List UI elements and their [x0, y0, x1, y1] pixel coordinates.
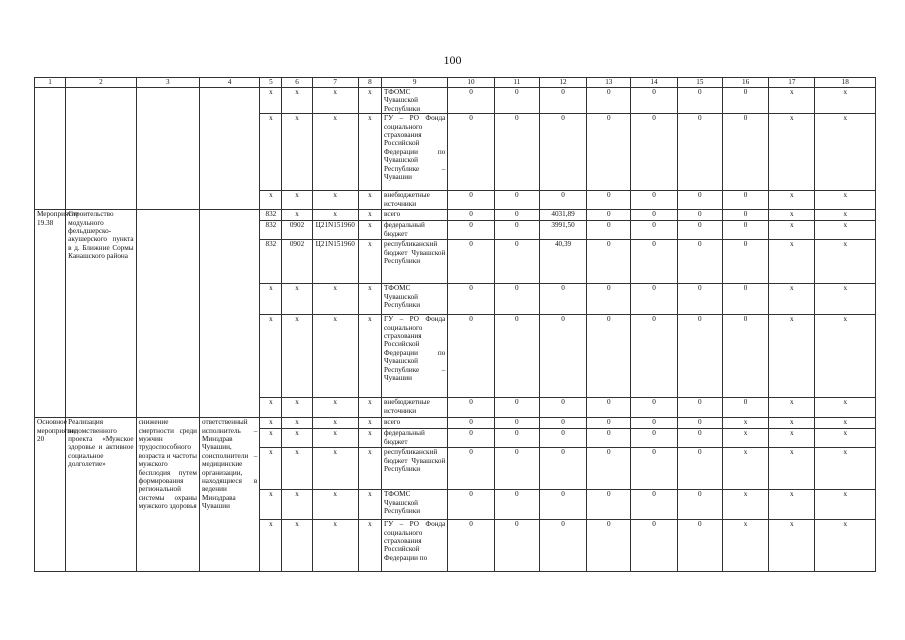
table-cell: х	[722, 418, 768, 429]
table-cell: 0	[722, 210, 768, 221]
table-cell: 832	[260, 210, 282, 221]
table-cell: 0	[448, 520, 494, 572]
table-cell: х	[722, 490, 768, 520]
table-cell: х	[769, 429, 815, 448]
table-cell: 0	[677, 490, 722, 520]
table-cell: 0	[587, 221, 631, 240]
table-cell: х	[312, 448, 358, 490]
table-cell: х	[769, 191, 815, 210]
header-cell: 10	[448, 78, 494, 88]
table-cell: 0	[587, 315, 631, 398]
table-cell: 0	[539, 191, 586, 210]
table-cell: 0	[494, 88, 539, 114]
table-cell: 0	[722, 315, 768, 398]
table-cell: х	[358, 221, 381, 240]
table-cell	[199, 88, 259, 210]
measure-label-cell: Мероприятие 19.38	[35, 210, 66, 418]
table-cell: 0	[587, 284, 631, 315]
table-cell: 0	[494, 418, 539, 429]
table-cell: 0	[494, 429, 539, 448]
header-cell: 12	[539, 78, 586, 88]
table-cell: х	[282, 398, 312, 418]
table-cell: 0	[722, 191, 768, 210]
table-cell: 0	[631, 221, 677, 240]
table-cell: 0	[722, 114, 768, 191]
source-cell: внебюджетные источники	[381, 191, 447, 210]
table-cell: х	[769, 88, 815, 114]
table-cell: х	[260, 398, 282, 418]
table-cell: х	[312, 114, 358, 191]
table-cell: х	[815, 221, 876, 240]
table-cell: х	[260, 315, 282, 398]
table-cell: 0	[677, 520, 722, 572]
table-cell: 0	[494, 315, 539, 398]
table-cell: 0	[448, 221, 494, 240]
table-cell: Ц21N151960	[312, 221, 358, 240]
table-cell: 0	[539, 398, 586, 418]
table-cell: 0	[587, 520, 631, 572]
table-cell: 0	[722, 221, 768, 240]
table-cell: х	[312, 191, 358, 210]
table-cell: 0	[448, 490, 494, 520]
table-row	[35, 210, 876, 221]
table-cell: х	[282, 114, 312, 191]
table-cell: 0	[539, 114, 586, 191]
table-cell: 0	[539, 284, 586, 315]
table-cell: х	[769, 448, 815, 490]
table-cell: 0	[677, 114, 722, 191]
table-cell: 0	[448, 191, 494, 210]
measure-name-cell: Строительство модульного фельдшерско-акушерского пункта в д. Ближние Сормы Канашского района	[66, 210, 136, 418]
table-cell: х	[260, 490, 282, 520]
table-cell: 0	[631, 418, 677, 429]
page-number: 100	[443, 53, 462, 67]
table-cell: х	[358, 490, 381, 520]
executors-cell: ответственный исполнитель – Минздрав Чувашии, соисполнители – медицинские организации, находящиеся в ведении Минздрава Чувашии	[199, 418, 259, 572]
table-cell: 0	[587, 398, 631, 418]
table-cell: х	[282, 448, 312, 490]
table-cell: х	[358, 210, 381, 221]
table-cell: 0	[722, 88, 768, 114]
table-cell	[136, 210, 199, 418]
table-cell: х	[769, 398, 815, 418]
table-row	[35, 418, 876, 429]
table-cell: х	[769, 315, 815, 398]
table-cell: 0	[448, 315, 494, 398]
source-cell: всего	[381, 418, 447, 429]
table-cell: х	[282, 88, 312, 114]
header-cell: 4	[199, 78, 259, 88]
table-cell: 0	[448, 398, 494, 418]
table-cell: 0	[677, 221, 722, 240]
table-cell: 0	[494, 398, 539, 418]
table-cell: 0	[494, 284, 539, 315]
table-cell: х	[815, 191, 876, 210]
table-cell: х	[358, 191, 381, 210]
table-cell: 0	[631, 490, 677, 520]
table-cell: 0	[677, 398, 722, 418]
amount-cell: 4031,89	[539, 210, 586, 221]
table-cell: 0	[448, 284, 494, 315]
table-cell: 0	[587, 418, 631, 429]
table-cell: 0	[494, 221, 539, 240]
source-cell: ТФОМС Чувашской Республики	[381, 284, 447, 315]
table-cell: 832	[260, 240, 282, 284]
table-cell: х	[722, 520, 768, 572]
table-cell: х	[815, 210, 876, 221]
header-cell: 13	[587, 78, 631, 88]
table-cell: 0	[587, 429, 631, 448]
table-cell: 0	[448, 418, 494, 429]
source-cell: ТФОМС Чувашской Республики	[381, 490, 447, 520]
table-cell: 0	[722, 284, 768, 315]
table-cell: х	[815, 114, 876, 191]
table-cell: 0	[631, 398, 677, 418]
table-cell: 0	[494, 448, 539, 490]
table-cell: х	[358, 114, 381, 191]
table-cell: х	[722, 429, 768, 448]
source-cell: федеральный бюджет	[381, 221, 447, 240]
table-cell: х	[358, 315, 381, 398]
header-cell: 1	[35, 78, 66, 88]
table-cell: х	[282, 191, 312, 210]
table-cell	[136, 88, 199, 210]
table-cell: 0	[677, 284, 722, 315]
table-cell: 0	[587, 210, 631, 221]
table-cell: 0	[587, 448, 631, 490]
table-cell: х	[815, 284, 876, 315]
table-cell: 0	[677, 191, 722, 210]
header-cell: 17	[769, 78, 815, 88]
table-cell: х	[358, 284, 381, 315]
table-cell: х	[815, 448, 876, 490]
table-cell: х	[260, 418, 282, 429]
table-cell: 0	[448, 114, 494, 191]
table-cell: 0	[587, 490, 631, 520]
table-cell: 0	[631, 520, 677, 572]
table-cell: х	[815, 315, 876, 398]
table-cell: х	[312, 418, 358, 429]
table-cell: 0	[587, 191, 631, 210]
table-cell: 0	[631, 88, 677, 114]
table-cell: х	[312, 429, 358, 448]
table-cell: 0	[677, 448, 722, 490]
source-cell: ТФОМС Чувашской Республики	[381, 88, 447, 114]
table-cell: х	[769, 114, 815, 191]
table-row	[35, 88, 876, 114]
source-cell: ГУ – РО Фонда социального страхования Российской Федерации по Чувашской Республике – Чувашии	[381, 114, 447, 191]
table-cell: 0	[677, 418, 722, 429]
table-cell: 0	[631, 210, 677, 221]
table-cell: х	[260, 191, 282, 210]
table-cell: 0	[677, 210, 722, 221]
table-cell: 0	[631, 429, 677, 448]
table-cell: 0	[631, 448, 677, 490]
table-cell: 0	[631, 191, 677, 210]
table-cell: х	[815, 418, 876, 429]
table-cell: х	[769, 284, 815, 315]
table-cell: 0	[677, 315, 722, 398]
table-cell: х	[358, 448, 381, 490]
table-cell: х	[312, 490, 358, 520]
header-cell: 15	[677, 78, 722, 88]
table-cell: х	[815, 240, 876, 284]
table-cell: х	[358, 240, 381, 284]
table-cell: х	[815, 429, 876, 448]
table-cell: х	[769, 490, 815, 520]
table-cell: х	[260, 520, 282, 572]
table-cell: х	[769, 240, 815, 284]
table-cell: х	[312, 520, 358, 572]
table-cell: 0	[494, 240, 539, 284]
table-cell: 0	[494, 520, 539, 572]
table-cell: х	[282, 418, 312, 429]
table-cell: 0	[539, 88, 586, 114]
table-cell: х	[312, 210, 358, 221]
budget-table	[34, 77, 876, 572]
table-cell: х	[282, 520, 312, 572]
source-cell: республиканский бюджет Чувашской Республики	[381, 240, 447, 284]
table-cell: 0	[539, 418, 586, 429]
amount-cell: 40,39	[539, 240, 586, 284]
header-cell: 5	[260, 78, 282, 88]
table-cell: х	[769, 210, 815, 221]
table-cell: х	[282, 210, 312, 221]
table-cell: х	[358, 520, 381, 572]
source-cell: всего	[381, 210, 447, 221]
table-cell: 0	[631, 114, 677, 191]
table-cell: 0	[722, 398, 768, 418]
table-cell: 0	[494, 490, 539, 520]
table-cell: х	[312, 315, 358, 398]
table-cell: х	[358, 418, 381, 429]
table-cell: х	[260, 114, 282, 191]
header-cell: 16	[722, 78, 768, 88]
table-cell: 0	[539, 490, 586, 520]
table-cell: 0902	[282, 240, 312, 284]
table-cell: 0	[494, 191, 539, 210]
table-cell: 832	[260, 221, 282, 240]
header-cell: 2	[66, 78, 136, 88]
table-cell: х	[358, 429, 381, 448]
table-cell: х	[260, 429, 282, 448]
table-cell: 0	[539, 520, 586, 572]
table-cell	[66, 88, 136, 210]
header-cell: 3	[136, 78, 199, 88]
table-cell: х	[282, 315, 312, 398]
source-cell: ГУ – РО Фонда социального страхования Российской Федерации по Чувашской Республике – Чувашии	[381, 315, 447, 398]
table-cell: х	[312, 88, 358, 114]
table-cell: х	[312, 398, 358, 418]
table-cell: 0	[677, 88, 722, 114]
table-cell: 0	[631, 240, 677, 284]
table-cell: 0	[448, 429, 494, 448]
table-cell: 0	[587, 240, 631, 284]
header-cell: 9	[381, 78, 447, 88]
source-cell: федеральный бюджет	[381, 429, 447, 448]
table-cell: 0	[677, 240, 722, 284]
table-cell: х	[260, 284, 282, 315]
header-row	[35, 78, 876, 88]
table-cell: х	[282, 490, 312, 520]
header-cell: 6	[282, 78, 312, 88]
table-cell: х	[815, 490, 876, 520]
table-cell: 0	[587, 88, 631, 114]
table-cell: х	[282, 429, 312, 448]
table-cell: 0	[448, 240, 494, 284]
table-cell: 0	[587, 114, 631, 191]
table-cell: 0	[539, 429, 586, 448]
table-cell: 0	[539, 448, 586, 490]
header-cell: 7	[312, 78, 358, 88]
table-cell: 0	[448, 88, 494, 114]
table-cell: х	[358, 398, 381, 418]
table-cell: х	[815, 398, 876, 418]
table-cell: х	[358, 88, 381, 114]
header-cell: 14	[631, 78, 677, 88]
measure-name-cell: Реализация ведомственного проекта «Мужское здоровье и активное социальное долголетие»	[66, 418, 136, 572]
table-cell: 0	[494, 114, 539, 191]
table-cell: 0	[677, 429, 722, 448]
amount-cell: 3991,50	[539, 221, 586, 240]
table-cell	[199, 210, 259, 418]
table-cell: 0	[539, 315, 586, 398]
table-cell: х	[769, 418, 815, 429]
table-cell: х	[312, 284, 358, 315]
header-cell: 18	[815, 78, 876, 88]
table-cell: х	[260, 448, 282, 490]
target-cell: снижение смертности среди мужчин трудоспособного возраста и частоты мужского бесплодия путем формирования региональной системы охраны мужского здоровья	[136, 418, 199, 572]
table-cell: 0	[494, 210, 539, 221]
table-cell: 0	[722, 240, 768, 284]
table-cell: х	[282, 284, 312, 315]
table-cell	[35, 88, 66, 210]
table-cell: х	[815, 88, 876, 114]
header-cell: 11	[494, 78, 539, 88]
table-cell: х	[769, 221, 815, 240]
header-cell: 8	[358, 78, 381, 88]
table-cell: х	[769, 520, 815, 572]
table-cell: х	[815, 520, 876, 572]
table-cell: 0902	[282, 221, 312, 240]
table-cell: 0	[631, 284, 677, 315]
table-cell: 0	[631, 315, 677, 398]
source-cell: внебюджетные источники	[381, 398, 447, 418]
measure-label-cell: Основное мероприятие 20	[35, 418, 66, 572]
table-cell: 0	[448, 210, 494, 221]
table-cell: 0	[448, 448, 494, 490]
table-cell: Ц21N151960	[312, 240, 358, 284]
table-cell: х	[260, 88, 282, 114]
table-cell: х	[722, 448, 768, 490]
source-cell: ГУ – РО Фонда социального страхования Российской Федерации по	[381, 520, 447, 572]
source-cell: республиканский бюджет Чувашской Республики	[381, 448, 447, 490]
